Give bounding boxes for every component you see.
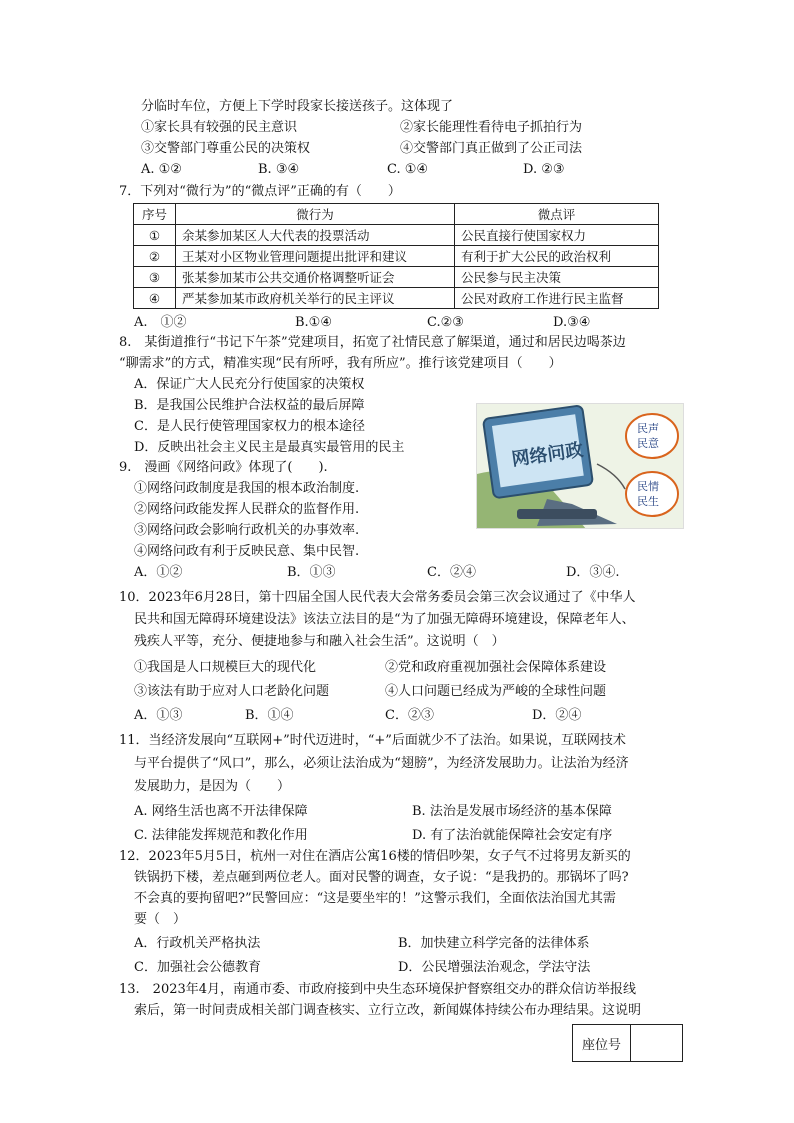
table-cell: 张某参加某市公共交通价格调整听证会 [176,267,455,288]
table-cell: 公民参与民主决策 [455,267,659,288]
q12-option-c: C．加强社会公德教育 [134,960,261,975]
table-header: 微行为 [176,204,455,225]
q12-stem-line-3: 不会真的要拘留吧?”民警回应：“这是要坐牢的！”这警示我们，全面依法治国尤其需 [134,891,616,906]
q10-stem-line-2: 民共和国无障碍环境建设法》该法立法目的是“为了加强无障碍环境建设，保障老年人、 [134,612,635,627]
q10-option-a: A．①③ [134,708,183,723]
q10-item-1: ①我国是人口规模巨大的现代化 [134,660,317,675]
table-cell: 王某对小区物业管理问题提出批评和建议 [176,246,455,267]
q8-stem-line-2: “聊需求”的方式，精准实现“民有所呼，我有所应”。推行该党建项目（ ） [119,356,562,371]
q8-option-b: B．是我国公民维护合法权益的最后屏障 [134,398,365,413]
q6-option-d: D. ②③ [523,162,565,177]
q10-item-2: ②党和政府重视加强社会保障体系建设 [385,660,607,675]
q8-option-d: D．反映出社会主义民主是最真实最管用的民主 [134,440,405,455]
cartoon-screen-text: 网络问政 [510,439,585,471]
cartoon-image [476,403,684,529]
q7-stem: 7．下列对“微行为”的“微点评”正确的有（ ） [119,184,401,199]
q7-option-c: C.②③ [427,315,464,330]
table-cell: 严某参加某市政府机关举行的民主评议 [176,288,455,309]
q10-stem-line-1: 10．2023年6月28日，第十四届全国人民代表大会常务委员会第三次会议通过了《中华人 [119,590,636,605]
table-row [134,267,659,288]
q6-stem: 分临时车位，方便上下学时段家长接送孩子。这体现了 [141,99,454,114]
q9-item-4: ④网络问政有利于反映民意、集中民智. [134,544,360,559]
q9-stem: 9. 漫画《网络问政》体现了( ). [119,460,328,475]
q7-option-b: B.①④ [295,315,332,330]
q11-option-c: C. 法律能发挥规范和教化作用 [134,828,308,843]
svg-text:民生: 民生 [637,495,659,508]
table-header: 微点评 [455,204,659,225]
q9-option-c: C．②④ [427,565,476,580]
q10-option-d: D．②④ [532,708,582,723]
q6-item-4: ④交警部门真正做到了公正司法 [400,141,583,156]
q11-option-a: A. 网络生活也离不开法律保障 [134,804,308,819]
q6-item-3: ③交警部门尊重公民的决策权 [141,141,311,156]
q7-table [133,203,659,309]
table-cell: 公民直接行使国家权力 [455,225,659,246]
q10-option-b: B．①④ [245,708,294,723]
table-header-row [134,204,659,225]
q7-option-a: A. ①② [134,315,187,330]
q9-item-1: ①网络问政制度是我国的根本政治制度. [134,481,360,496]
cartoon-illustration [477,404,684,529]
q11-stem-line-2: 与平台提供了“风口”，那么，必须让法治成为“翅膀”，为经济发展助力。让法治为经济 [134,756,629,771]
table-header: 序号 [134,204,176,225]
q12-option-b: B．加快建立科学完备的法律体系 [398,936,590,951]
q12-stem-line-4: 要（ ） [134,912,187,927]
q6-option-b: B. ③④ [258,162,300,177]
table-cell: 公民对政府工作进行民主监督 [455,288,659,309]
seat-number-label: 座位号 [573,1025,631,1061]
q6-option-a: A. ①② [141,162,182,177]
q9-item-2: ②网络问政能发挥人民群众的监督作用. [134,502,360,517]
cartoon-bubble-1: 民声 [637,422,659,435]
seat-number-field[interactable] [631,1025,682,1061]
q8-option-a: A．保证广大人民充分行使国家的决策权 [134,377,365,392]
q13-stem-line-1: 13. 2023年4月，南通市委、市政府接到中央生态环境保护督察组交办的群众信访举报线 [119,982,637,997]
q9-item-3: ③网络问政会影响行政机关的办事效率. [134,523,360,538]
q10-item-3: ③该法有助于应对人口老龄化问题 [134,684,330,699]
q6-item-2: ②家长能理性看待电子抓拍行为 [400,120,583,135]
cartoon-bubble-2: 民情 [637,480,659,493]
table-row [134,246,659,267]
q11-option-b: B. 法治是发展市场经济的基本保障 [412,804,612,819]
q11-option-d: D. 有了法治就能保障社会安定有序 [412,828,613,843]
q6-option-c: C. ①④ [387,162,429,177]
q9-option-a: A．①② [134,565,183,580]
table-cell: 余某参加某区人大代表的投票活动 [176,225,455,246]
table-row [134,225,659,246]
table-cell: ① [134,225,176,246]
q11-stem-line-3: 发展助力，是因为（ ） [134,779,291,794]
q12-option-d: D．公民增强法治观念，学法守法 [398,960,591,975]
q10-stem-line-3: 残疾人平等，充分、便捷地参与和融入社会生活”。这说明（ ） [134,634,505,649]
table-row [134,288,659,309]
q6-item-1: ①家长具有较强的民主意识 [141,120,298,135]
q13-stem-line-2: 索后，第一时间责成相关部门调查核实、立行立改，新闻媒体持续公布办理结果。这说明 [134,1003,642,1018]
q9-option-d: D．③④. [566,565,620,580]
table-cell: ③ [134,267,176,288]
q8-stem-line-1: 8. 某街道推行“书记下午茶”党建项目，拓宽了社情民意了解渠道，通过和居民边喝茶边 [119,335,626,350]
q7-option-d: D.③④ [553,315,591,330]
q8-option-c: C．是人民行使管理国家权力的根本途径 [134,419,365,434]
q10-item-4: ④人口问题已经成为严峻的全球性问题 [385,684,607,699]
q12-stem-line-2: 铁锅扔下楼，差点砸到两位老人。面对民警的调查，女子说：“是我扔的。那锅坏了吗? [134,870,629,885]
q12-stem-line-1: 12．2023年5月5日，杭州一对住在酒店公寓16楼的情侣吵架，女子气不过将男友新买的 [119,849,631,864]
seat-number-box [572,1024,683,1062]
table-cell: ② [134,246,176,267]
q12-option-a: A．行政机关严格执法 [134,936,261,951]
table-cell: ④ [134,288,176,309]
q11-stem-line-1: 11．当经济发展向“互联网+”时代迈进时，“+”后面就少不了法治。如果说，互联网技术 [119,733,626,748]
q10-option-c: C．②③ [385,708,434,723]
table-cell: 有利于扩大公民的政治权利 [455,246,659,267]
q9-option-b: B．①③ [287,565,336,580]
svg-text:民意: 民意 [637,437,659,450]
